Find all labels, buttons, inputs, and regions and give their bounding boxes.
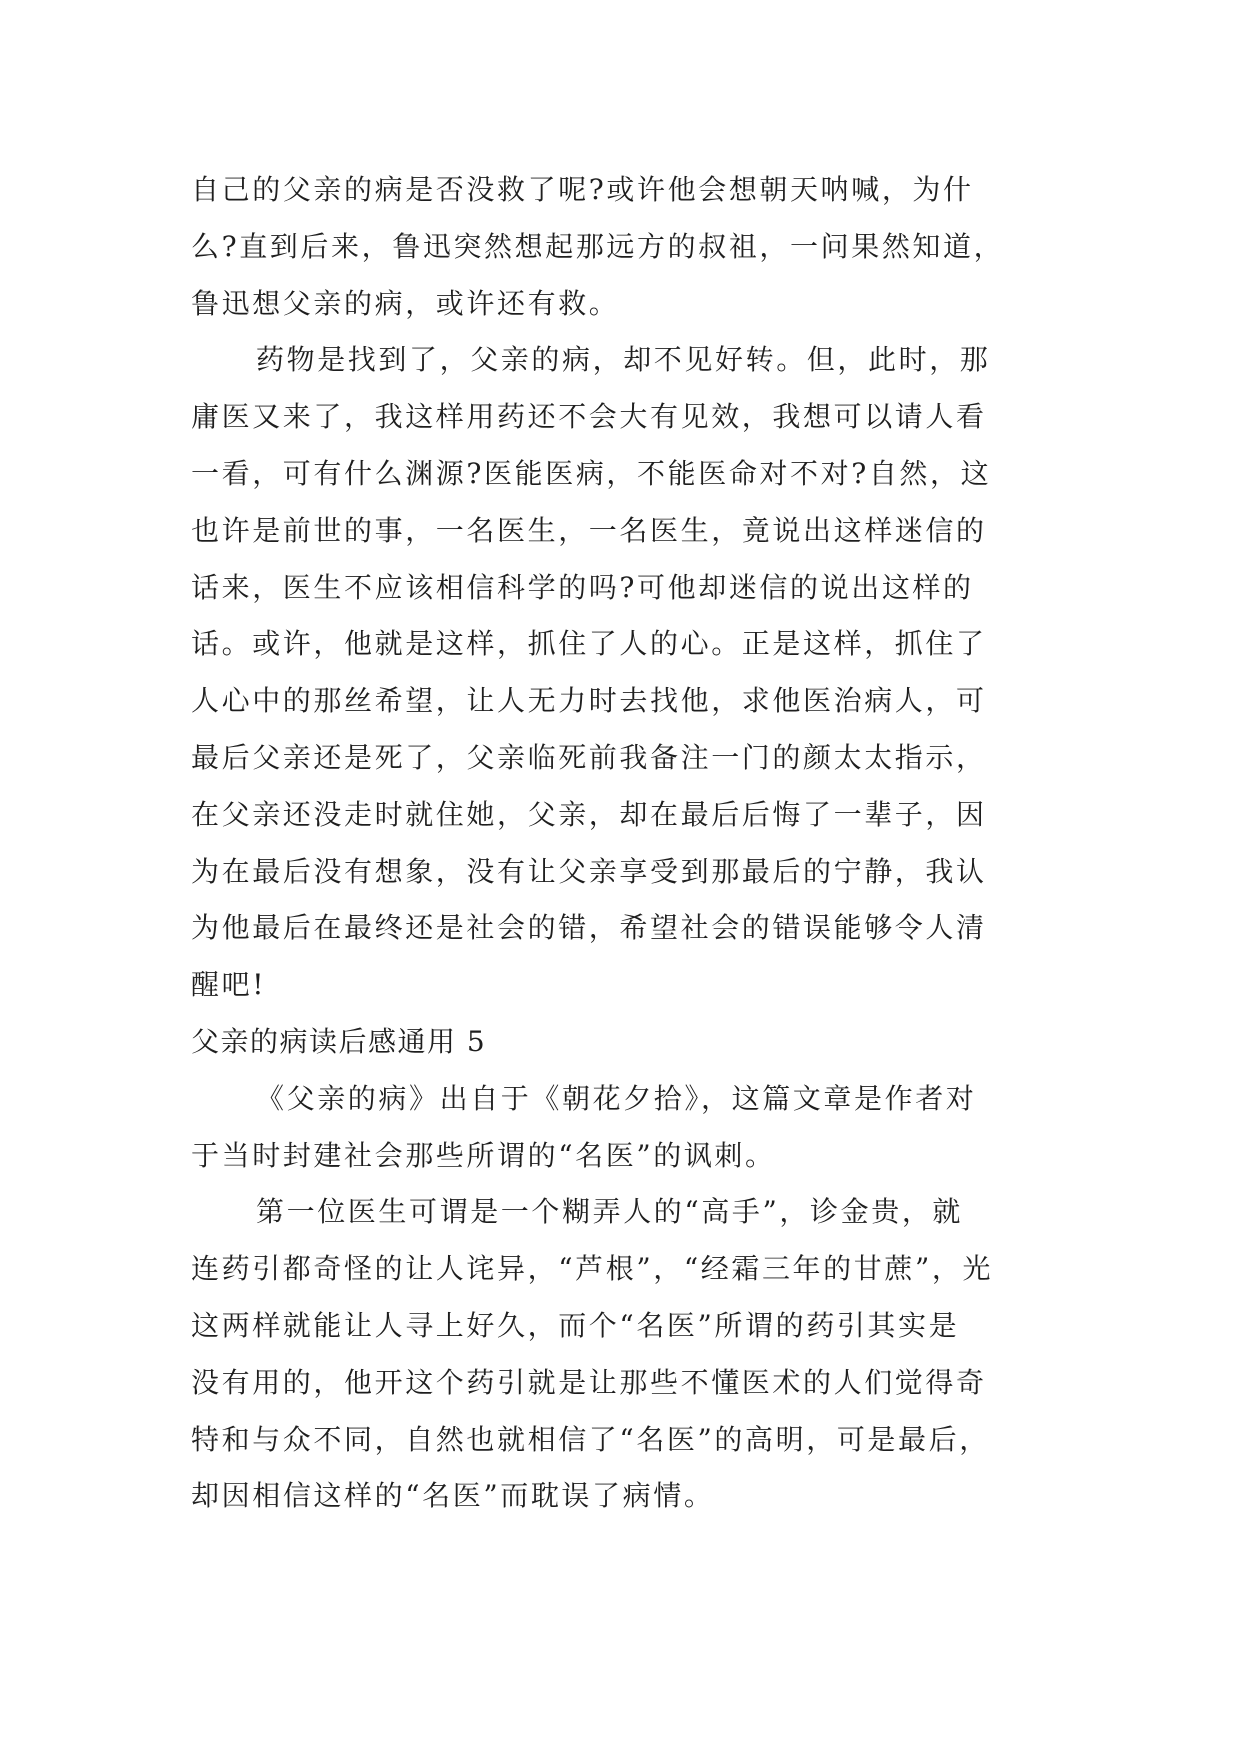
- paragraph-2: 药物是找到了，父亲的病，却不见好转。但，此时，那 庸医又来了，我这样用药还不会大有见效，我想可以请人看 一看，可有什么渊源?医能医病，不能医命对不对?自然，这 也许是前世的事，一名医生，一名医生，竟说出这样迷信的 话来，医生不应该相信科学的吗?可他却迷信的说出这样的 话。或许，他就是这样，抓住了人的心。正是这样，抓住了 人心中的那丝希望，让人无力时去找他，求他医治病人，可 最后父亲还是死了，父亲临死前我备注一门的颜太太指示， 在父亲还没走时就住她，父亲，却在最后后悔了一辈子，因 为在最后没有想象，没有让父亲享受到那最后的宁静，我认 为他最后在最终还是社会的错，希望社会的错误能够令人清 醒吧!: [191, 343, 992, 1002]
- paragraph-3: 《父亲的病》出自于《朝花夕拾》，这篇文章是作者对 于当时封建社会那些所谓的“名医”的讽刺。: [191, 1081, 977, 1172]
- document-body: [191, 162, 1056, 1525]
- paragraph-1: 自己的父亲的病是否没救了呢?或许他会想朝天呐喊，为什 么?直到后来，鲁迅突然想起那远方的叔祖，一问果然知道， 鲁迅想父亲的病，或许还有救。: [191, 173, 1005, 320]
- paragraph-4: 第一位医生可谓是一个糊弄人的“高手”，诊金贵，就 连药引都奇怪的让人诧异，“芦根”，“经霜三年的甘蔗”，光 这两样就能让人寻上好久，而个“名医”所谓的药引其实是 没有用的，他开这个药引就是让那些不懂医术的人们觉得奇 特和与众不同，自然也就相信了“名医”的高明，可是最后， 却因相信这样的“名医”而耽误了病情。: [191, 1195, 994, 1513]
- section-heading: 父亲的病读后感通用 5: [191, 1024, 487, 1058]
